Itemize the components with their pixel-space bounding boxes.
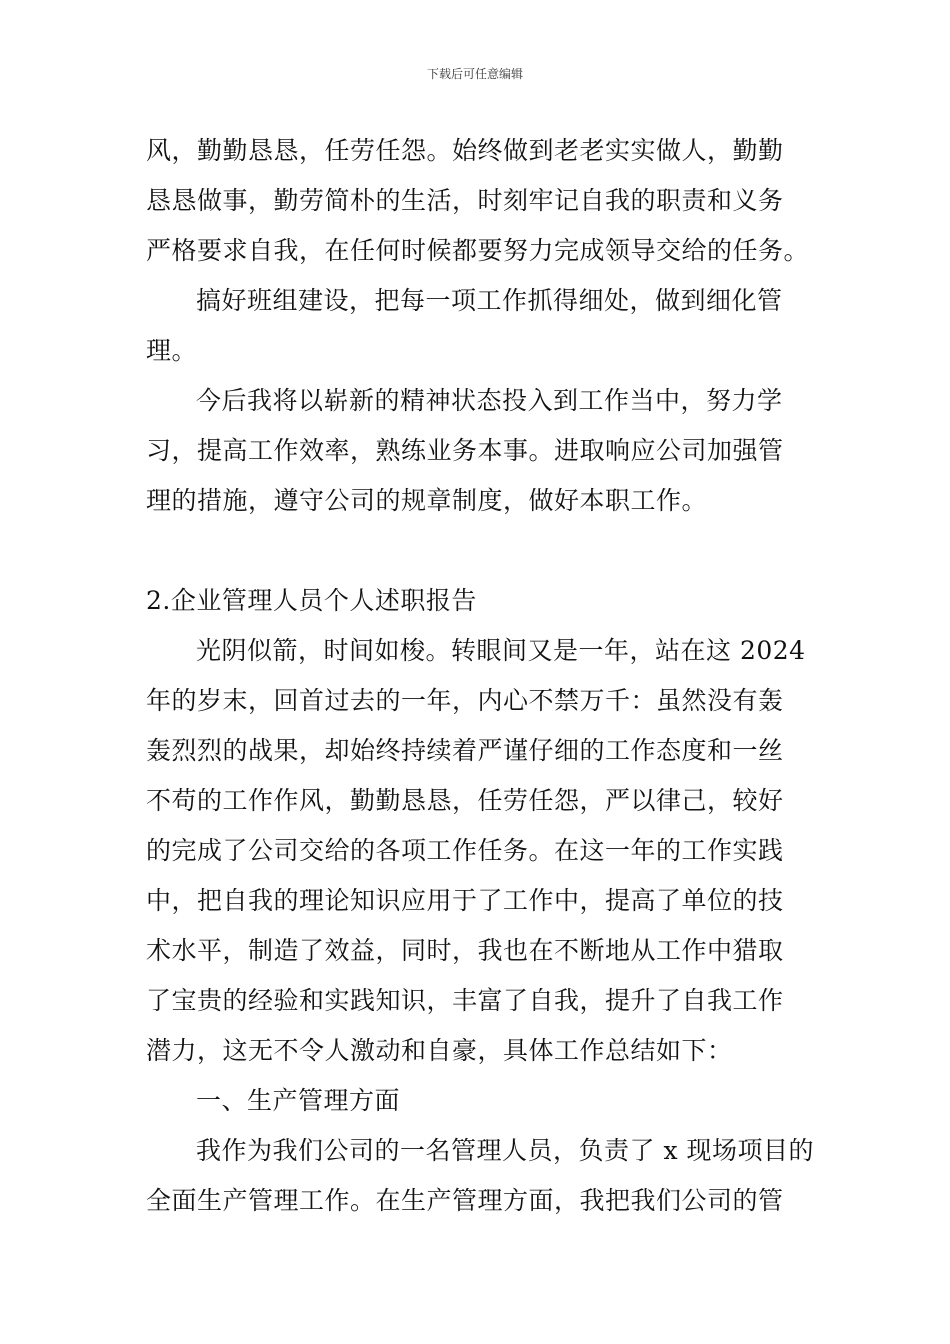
text-line: 理的措施，遵守公司的规章制度，做好本职工作。: [146, 486, 708, 515]
paragraph-spacer: [146, 526, 810, 576]
subsection-heading: [146, 1076, 810, 1126]
paragraph: [146, 626, 810, 1076]
text-line: 恳恳做事，勤劳简朴的生活，时刻牢记自我的职责和义务: [146, 186, 784, 215]
text-line: 搞好班组建设，把每一项工作抓得细处，做到细化管: [196, 286, 783, 315]
text-line: 一、生产管理方面: [196, 1086, 401, 1115]
section-title: 2.企业管理人员个人述职报告: [146, 586, 477, 615]
page-header: 下载后可任意编辑: [426, 67, 523, 81]
text-line: 年的岁末，回首过去的一年，内心不禁万千：虽然没有轰: [146, 686, 784, 715]
document-body: [146, 126, 814, 1226]
paragraph: [146, 276, 810, 376]
text-line: 不苟的工作作风，勤勤恳恳，任劳任怨，严以律己，较好: [146, 786, 784, 815]
text-line: 风，勤勤恳恳，任劳任怨。始终做到老老实实做人，勤勤: [146, 136, 784, 165]
text-line: 的完成了公司交给的各项工作任务。在这一年的工作实践: [146, 836, 784, 865]
text-line: 术水平，制造了效益，同时，我也在不断地从工作中猎取: [146, 936, 784, 965]
paragraph: [146, 126, 810, 276]
text-line: 我作为我们公司的一名管理人员，负责了 x 现场项目的: [196, 1136, 814, 1165]
text-line: 中，把自我的理论知识应用于了工作中，提高了单位的技: [146, 886, 784, 915]
text-line: 理。: [146, 336, 198, 365]
text-line: 全面生产管理工作。在生产管理方面，我把我们公司的管: [146, 1186, 784, 1215]
text-line: 了宝贵的经验和实践知识，丰富了自我，提升了自我工作: [146, 986, 784, 1015]
paragraph: [146, 376, 810, 526]
text-line: 光阴似箭，时间如梭。转眼间又是一年，站在这 2024: [196, 636, 806, 665]
paragraph: [146, 1126, 814, 1226]
text-line: 习，提高工作效率，熟练业务本事。进取响应公司加强管: [146, 436, 784, 465]
text-line: 严格要求自我，在任何时候都要努力完成领导交给的任务。: [146, 236, 810, 265]
text-line: 潜力，这无不令人激动和自豪，具体工作总结如下：: [146, 1036, 733, 1065]
text-line: 今后我将以崭新的精神状态投入到工作当中，努力学: [196, 386, 783, 415]
text-line: 轰烈烈的战果，却始终持续着严谨仔细的工作态度和一丝: [146, 736, 784, 765]
